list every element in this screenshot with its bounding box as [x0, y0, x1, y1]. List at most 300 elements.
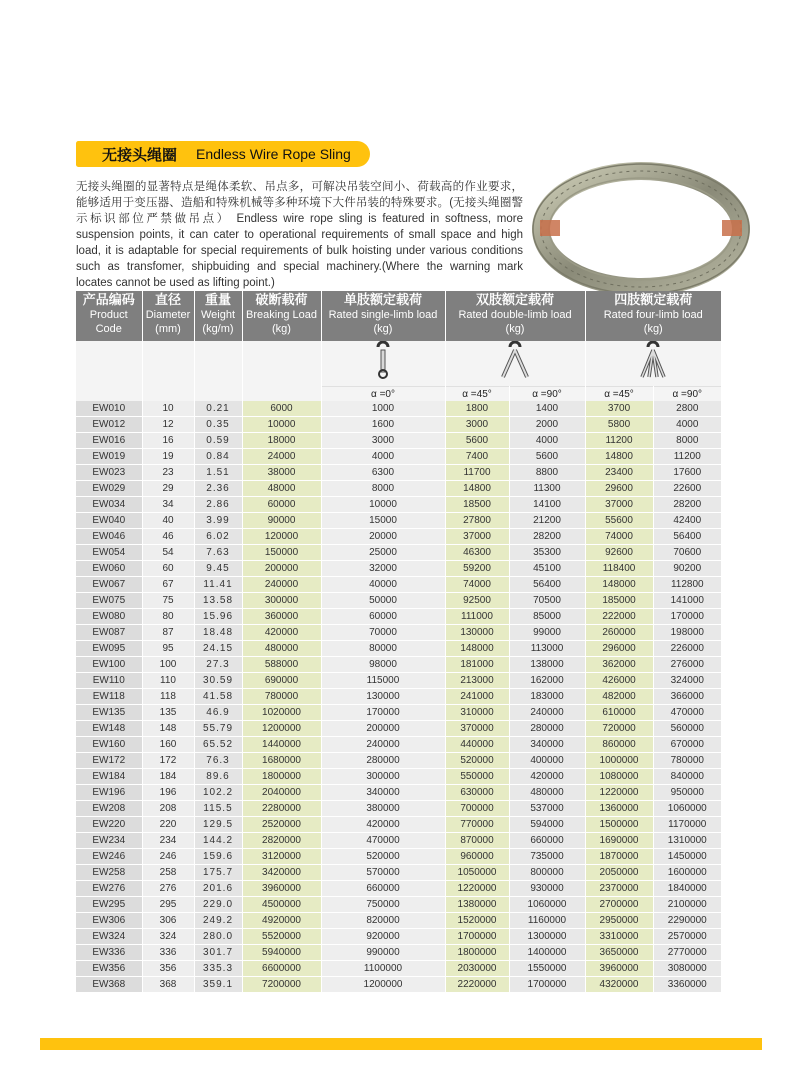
cell-double-90: 735000	[509, 849, 585, 865]
cell-four-90: 670000	[653, 737, 721, 753]
cell-breaking-load: 780000	[242, 689, 321, 705]
cell-single-limb: 570000	[321, 865, 445, 881]
col-header-double-limb: 双肢额定载荷 Rated double-limb load (kg)	[445, 291, 585, 341]
cell-weight: 359.1	[194, 977, 242, 993]
angle-double-45: α =45°	[445, 387, 509, 402]
cell-four-90: 70600	[653, 545, 721, 561]
cell-four-90: 8000	[653, 433, 721, 449]
table-row	[76, 497, 721, 513]
cell-diameter: 95	[142, 641, 194, 657]
cell-breaking-load: 48000	[242, 481, 321, 497]
cell-weight: 0.21	[194, 401, 242, 417]
cell-single-limb: 3000	[321, 433, 445, 449]
cell-four-90: 1170000	[653, 817, 721, 833]
section-title-en: Endless Wire Rope Sling	[196, 146, 351, 162]
cell-weight: 2.36	[194, 481, 242, 497]
cell-four-90: 2570000	[653, 929, 721, 945]
cell-double-45: 241000	[445, 689, 509, 705]
four-limb-sling-icon	[585, 341, 721, 387]
table-row	[76, 561, 721, 577]
cell-double-90: 800000	[509, 865, 585, 881]
cell-single-limb: 520000	[321, 849, 445, 865]
cell-diameter: 80	[142, 609, 194, 625]
cell-breaking-load: 1440000	[242, 737, 321, 753]
table-row	[76, 609, 721, 625]
cell-single-limb: 50000	[321, 593, 445, 609]
cell-double-45: 46300	[445, 545, 509, 561]
table-row	[76, 705, 721, 721]
cell-diameter: 16	[142, 433, 194, 449]
cell-four-45: 5800	[585, 417, 653, 433]
cell-single-limb: 920000	[321, 929, 445, 945]
cell-double-90: 2000	[509, 417, 585, 433]
cell-four-45: 426000	[585, 673, 653, 689]
cell-single-limb: 170000	[321, 705, 445, 721]
cell-double-45: 3000	[445, 417, 509, 433]
cell-diameter: 368	[142, 977, 194, 993]
cell-double-45: 440000	[445, 737, 509, 753]
col-header-weight: 重量 Weight (kg/m)	[194, 291, 242, 341]
cell-breaking-load: 1680000	[242, 753, 321, 769]
table-row	[76, 689, 721, 705]
cell-weight: 144.2	[194, 833, 242, 849]
cell-single-limb: 80000	[321, 641, 445, 657]
cell-breaking-load: 90000	[242, 513, 321, 529]
col-header-four-limb: 四肢额定载荷 Rated four-limb load (kg)	[585, 291, 721, 341]
cell-single-limb: 420000	[321, 817, 445, 833]
cell-breaking-load: 1200000	[242, 721, 321, 737]
table-row	[76, 977, 721, 993]
cell-four-90: 112800	[653, 577, 721, 593]
col-header-code: 产品编码 Product Code	[76, 291, 142, 341]
table-row	[76, 737, 721, 753]
cell-four-45: 148000	[585, 577, 653, 593]
cell-double-45: 1380000	[445, 897, 509, 913]
cell-weight: 3.99	[194, 513, 242, 529]
cell-weight: 229.0	[194, 897, 242, 913]
cell-double-90: 1400	[509, 401, 585, 417]
table-row	[76, 833, 721, 849]
cell-four-90: 1600000	[653, 865, 721, 881]
cell-double-45: 2220000	[445, 977, 509, 993]
cell-breaking-load: 3960000	[242, 881, 321, 897]
specification-table	[76, 291, 721, 993]
cell-four-45: 860000	[585, 737, 653, 753]
cell-double-45: 5600	[445, 433, 509, 449]
cell-double-45: 181000	[445, 657, 509, 673]
cell-single-limb: 20000	[321, 529, 445, 545]
cell-diameter: 100	[142, 657, 194, 673]
cell-double-90: 28200	[509, 529, 585, 545]
cell-weight: 0.35	[194, 417, 242, 433]
cell-weight: 9.45	[194, 561, 242, 577]
cell-single-limb: 40000	[321, 577, 445, 593]
cell-code: EW336	[76, 945, 142, 961]
cell-code: EW148	[76, 721, 142, 737]
cell-double-90: 85000	[509, 609, 585, 625]
cell-single-limb: 130000	[321, 689, 445, 705]
section-title-badge	[76, 141, 370, 167]
table-row	[76, 945, 721, 961]
cell-double-90: 56400	[509, 577, 585, 593]
cell-single-limb: 990000	[321, 945, 445, 961]
cell-breaking-load: 6600000	[242, 961, 321, 977]
cell-double-90: 1700000	[509, 977, 585, 993]
cell-breaking-load: 6000	[242, 401, 321, 417]
cell-weight: 24.15	[194, 641, 242, 657]
table-row	[76, 465, 721, 481]
cell-weight: 201.6	[194, 881, 242, 897]
cell-single-limb: 1100000	[321, 961, 445, 977]
cell-four-90: 324000	[653, 673, 721, 689]
cell-four-90: 4000	[653, 417, 721, 433]
cell-breaking-load: 588000	[242, 657, 321, 673]
cell-four-90: 226000	[653, 641, 721, 657]
wire-rope-sling-image	[530, 160, 752, 298]
cell-four-45: 296000	[585, 641, 653, 657]
cell-four-90: 1450000	[653, 849, 721, 865]
cell-code: EW246	[76, 849, 142, 865]
cell-single-limb: 240000	[321, 737, 445, 753]
cell-code: EW034	[76, 497, 142, 513]
cell-double-90: 5600	[509, 449, 585, 465]
cell-breaking-load: 360000	[242, 609, 321, 625]
col-header-breaking-load: 破断载荷 Breaking Load (kg)	[242, 291, 321, 341]
cell-four-90: 1060000	[653, 801, 721, 817]
table-row	[76, 881, 721, 897]
cell-code: EW135	[76, 705, 142, 721]
cell-code: EW075	[76, 593, 142, 609]
cell-four-90: 276000	[653, 657, 721, 673]
cell-weight: 301.7	[194, 945, 242, 961]
cell-diameter: 306	[142, 913, 194, 929]
cell-diameter: 23	[142, 465, 194, 481]
cell-code: EW184	[76, 769, 142, 785]
cell-weight: 6.02	[194, 529, 242, 545]
cell-diameter: 110	[142, 673, 194, 689]
cell-diameter: 19	[142, 449, 194, 465]
table-header-row	[76, 291, 721, 341]
cell-breaking-load: 300000	[242, 593, 321, 609]
cell-double-90: 1550000	[509, 961, 585, 977]
cell-breaking-load: 200000	[242, 561, 321, 577]
table-row	[76, 673, 721, 689]
cell-diameter: 135	[142, 705, 194, 721]
cell-four-90: 1310000	[653, 833, 721, 849]
cell-code: EW110	[76, 673, 142, 689]
cell-single-limb: 8000	[321, 481, 445, 497]
cell-single-limb: 4000	[321, 449, 445, 465]
cell-four-90: 198000	[653, 625, 721, 641]
cell-single-limb: 15000	[321, 513, 445, 529]
cell-breaking-load: 5940000	[242, 945, 321, 961]
table-row	[76, 929, 721, 945]
cell-double-45: 11700	[445, 465, 509, 481]
cell-weight: 175.7	[194, 865, 242, 881]
cell-double-45: 27800	[445, 513, 509, 529]
cell-four-90: 28200	[653, 497, 721, 513]
table-row	[76, 401, 721, 417]
cell-four-90: 2770000	[653, 945, 721, 961]
cell-diameter: 258	[142, 865, 194, 881]
cell-code: EW118	[76, 689, 142, 705]
cell-double-90: 162000	[509, 673, 585, 689]
cell-weight: 159.6	[194, 849, 242, 865]
cell-double-90: 340000	[509, 737, 585, 753]
cell-diameter: 184	[142, 769, 194, 785]
cell-four-45: 74000	[585, 529, 653, 545]
table-row	[76, 449, 721, 465]
cell-weight: 129.5	[194, 817, 242, 833]
table-row	[76, 433, 721, 449]
cell-four-90: 141000	[653, 593, 721, 609]
cell-diameter: 172	[142, 753, 194, 769]
cell-diameter: 12	[142, 417, 194, 433]
cell-double-90: 138000	[509, 657, 585, 673]
table-row	[76, 865, 721, 881]
cell-four-90: 3360000	[653, 977, 721, 993]
cell-weight: 7.63	[194, 545, 242, 561]
cell-four-45: 222000	[585, 609, 653, 625]
table-row	[76, 417, 721, 433]
cell-double-90: 537000	[509, 801, 585, 817]
cell-double-45: 1800	[445, 401, 509, 417]
cell-diameter: 208	[142, 801, 194, 817]
cell-breaking-load: 7200000	[242, 977, 321, 993]
cell-four-45: 1690000	[585, 833, 653, 849]
cell-code: EW276	[76, 881, 142, 897]
cell-weight: 46.9	[194, 705, 242, 721]
cell-breaking-load: 60000	[242, 497, 321, 513]
cell-double-90: 400000	[509, 753, 585, 769]
cell-double-45: 37000	[445, 529, 509, 545]
cell-four-90: 170000	[653, 609, 721, 625]
cell-four-90: 1840000	[653, 881, 721, 897]
table-row	[76, 593, 721, 609]
cell-four-45: 14800	[585, 449, 653, 465]
cell-four-45: 2950000	[585, 913, 653, 929]
cell-breaking-load: 3120000	[242, 849, 321, 865]
cell-single-limb: 1200000	[321, 977, 445, 993]
cell-double-45: 520000	[445, 753, 509, 769]
cell-diameter: 246	[142, 849, 194, 865]
cell-four-45: 2050000	[585, 865, 653, 881]
cell-single-limb: 10000	[321, 497, 445, 513]
cell-weight: 13.58	[194, 593, 242, 609]
cell-four-90: 366000	[653, 689, 721, 705]
cell-four-90: 17600	[653, 465, 721, 481]
cell-double-45: 700000	[445, 801, 509, 817]
cell-diameter: 160	[142, 737, 194, 753]
cell-diameter: 67	[142, 577, 194, 593]
cell-double-45: 130000	[445, 625, 509, 641]
cell-double-45: 370000	[445, 721, 509, 737]
cell-double-90: 99000	[509, 625, 585, 641]
cell-weight: 30.59	[194, 673, 242, 689]
double-limb-sling-icon	[445, 341, 585, 387]
cell-breaking-load: 38000	[242, 465, 321, 481]
cell-breaking-load: 18000	[242, 433, 321, 449]
cell-double-90: 420000	[509, 769, 585, 785]
cell-single-limb: 340000	[321, 785, 445, 801]
cell-code: EW295	[76, 897, 142, 913]
cell-weight: 11.41	[194, 577, 242, 593]
cell-double-45: 7400	[445, 449, 509, 465]
cell-four-90: 2100000	[653, 897, 721, 913]
cell-double-90: 35300	[509, 545, 585, 561]
cell-diameter: 276	[142, 881, 194, 897]
cell-weight: 2.86	[194, 497, 242, 513]
cell-single-limb: 820000	[321, 913, 445, 929]
table-row	[76, 657, 721, 673]
cell-single-limb: 470000	[321, 833, 445, 849]
single-limb-sling-icon	[321, 341, 445, 387]
cell-double-45: 74000	[445, 577, 509, 593]
cell-four-90: 950000	[653, 785, 721, 801]
table-row	[76, 961, 721, 977]
cell-double-45: 870000	[445, 833, 509, 849]
cell-double-45: 1520000	[445, 913, 509, 929]
cell-breaking-load: 4500000	[242, 897, 321, 913]
cell-diameter: 29	[142, 481, 194, 497]
footer-accent-bar	[40, 1038, 762, 1050]
cell-double-90: 1300000	[509, 929, 585, 945]
cell-double-90: 45100	[509, 561, 585, 577]
cell-weight: 1.51	[194, 465, 242, 481]
table-row	[76, 753, 721, 769]
cell-double-45: 1050000	[445, 865, 509, 881]
cell-weight: 280.0	[194, 929, 242, 945]
cell-code: EW054	[76, 545, 142, 561]
cell-code: EW019	[76, 449, 142, 465]
table-row	[76, 577, 721, 593]
cell-diameter: 234	[142, 833, 194, 849]
cell-code: EW258	[76, 865, 142, 881]
cell-code: EW172	[76, 753, 142, 769]
cell-double-90: 14100	[509, 497, 585, 513]
cell-single-limb: 25000	[321, 545, 445, 561]
cell-weight: 65.52	[194, 737, 242, 753]
cell-four-90: 22600	[653, 481, 721, 497]
cell-double-90: 280000	[509, 721, 585, 737]
table-row	[76, 785, 721, 801]
cell-four-45: 1500000	[585, 817, 653, 833]
cell-four-90: 42400	[653, 513, 721, 529]
cell-diameter: 46	[142, 529, 194, 545]
cell-double-45: 2030000	[445, 961, 509, 977]
cell-double-45: 310000	[445, 705, 509, 721]
cell-weight: 55.79	[194, 721, 242, 737]
angle-four-45: α =45°	[585, 387, 653, 402]
cell-code: EW023	[76, 465, 142, 481]
cell-breaking-load: 690000	[242, 673, 321, 689]
col-header-single-limb: 单肢额定载荷 Rated single-limb load (kg)	[321, 291, 445, 341]
cell-four-45: 3310000	[585, 929, 653, 945]
cell-diameter: 34	[142, 497, 194, 513]
cell-weight: 76.3	[194, 753, 242, 769]
cell-diameter: 118	[142, 689, 194, 705]
cell-code: EW040	[76, 513, 142, 529]
cell-weight: 102.2	[194, 785, 242, 801]
cell-breaking-load: 3420000	[242, 865, 321, 881]
cell-four-90: 2800	[653, 401, 721, 417]
table-row	[76, 817, 721, 833]
product-description: 无接头绳圈的显著特点是绳体柔软、吊点多，可解决吊装空间小、荷载高的作业要求，能够适用于变压器、造船和特殊机械等多种环境下大件吊装的特殊要求。(无接头绳圈警示标识部位严禁做吊点） Endless wire rope sling is featured in softness, more suspension points, it can cater to operational requirements of small space and high load, it is adaptable for special requirements of bulk hoisting under various conditions such as transfomer, shipbuiding and special machinery.(Where the warning mark locates cannot be used as lifting point.)	[76, 181, 523, 289]
cell-double-45: 630000	[445, 785, 509, 801]
cell-weight: 89.6	[194, 769, 242, 785]
cell-diameter: 87	[142, 625, 194, 641]
cell-weight: 18.48	[194, 625, 242, 641]
cell-double-45: 148000	[445, 641, 509, 657]
cell-four-45: 37000	[585, 497, 653, 513]
cell-diameter: 356	[142, 961, 194, 977]
cell-code: EW160	[76, 737, 142, 753]
cell-breaking-load: 2280000	[242, 801, 321, 817]
table-row	[76, 769, 721, 785]
cell-weight: 115.5	[194, 801, 242, 817]
cell-four-45: 720000	[585, 721, 653, 737]
col-header-diameter: 直径 Diameter (mm)	[142, 291, 194, 341]
cell-single-limb: 660000	[321, 881, 445, 897]
cell-breaking-load: 24000	[242, 449, 321, 465]
cell-breaking-load: 2040000	[242, 785, 321, 801]
cell-breaking-load: 1800000	[242, 769, 321, 785]
cell-double-90: 70500	[509, 593, 585, 609]
cell-breaking-load: 150000	[242, 545, 321, 561]
cell-diameter: 148	[142, 721, 194, 737]
cell-four-90: 56400	[653, 529, 721, 545]
cell-four-45: 1080000	[585, 769, 653, 785]
cell-code: EW010	[76, 401, 142, 417]
cell-four-45: 3650000	[585, 945, 653, 961]
cell-double-45: 770000	[445, 817, 509, 833]
cell-four-45: 482000	[585, 689, 653, 705]
cell-double-45: 59200	[445, 561, 509, 577]
cell-double-90: 8800	[509, 465, 585, 481]
cell-weight: 335.3	[194, 961, 242, 977]
table-row	[76, 513, 721, 529]
cell-double-90: 4000	[509, 433, 585, 449]
cell-four-45: 2370000	[585, 881, 653, 897]
cell-code: EW220	[76, 817, 142, 833]
cell-single-limb: 70000	[321, 625, 445, 641]
cell-four-45: 55600	[585, 513, 653, 529]
cell-diameter: 40	[142, 513, 194, 529]
cell-four-90: 11200	[653, 449, 721, 465]
cell-diameter: 295	[142, 897, 194, 913]
table-row	[76, 721, 721, 737]
cell-double-45: 1220000	[445, 881, 509, 897]
cell-double-45: 92500	[445, 593, 509, 609]
cell-code: EW306	[76, 913, 142, 929]
cell-diameter: 60	[142, 561, 194, 577]
cell-code: EW196	[76, 785, 142, 801]
cell-double-45: 111000	[445, 609, 509, 625]
cell-code: EW208	[76, 801, 142, 817]
cell-double-45: 1700000	[445, 929, 509, 945]
cell-weight: 0.59	[194, 433, 242, 449]
cell-code: EW324	[76, 929, 142, 945]
cell-four-90: 2290000	[653, 913, 721, 929]
cell-weight: 15.96	[194, 609, 242, 625]
cell-diameter: 75	[142, 593, 194, 609]
cell-single-limb: 60000	[321, 609, 445, 625]
cell-four-45: 3960000	[585, 961, 653, 977]
cell-double-45: 1800000	[445, 945, 509, 961]
table-row	[76, 625, 721, 641]
table-row	[76, 641, 721, 657]
cell-four-45: 2700000	[585, 897, 653, 913]
